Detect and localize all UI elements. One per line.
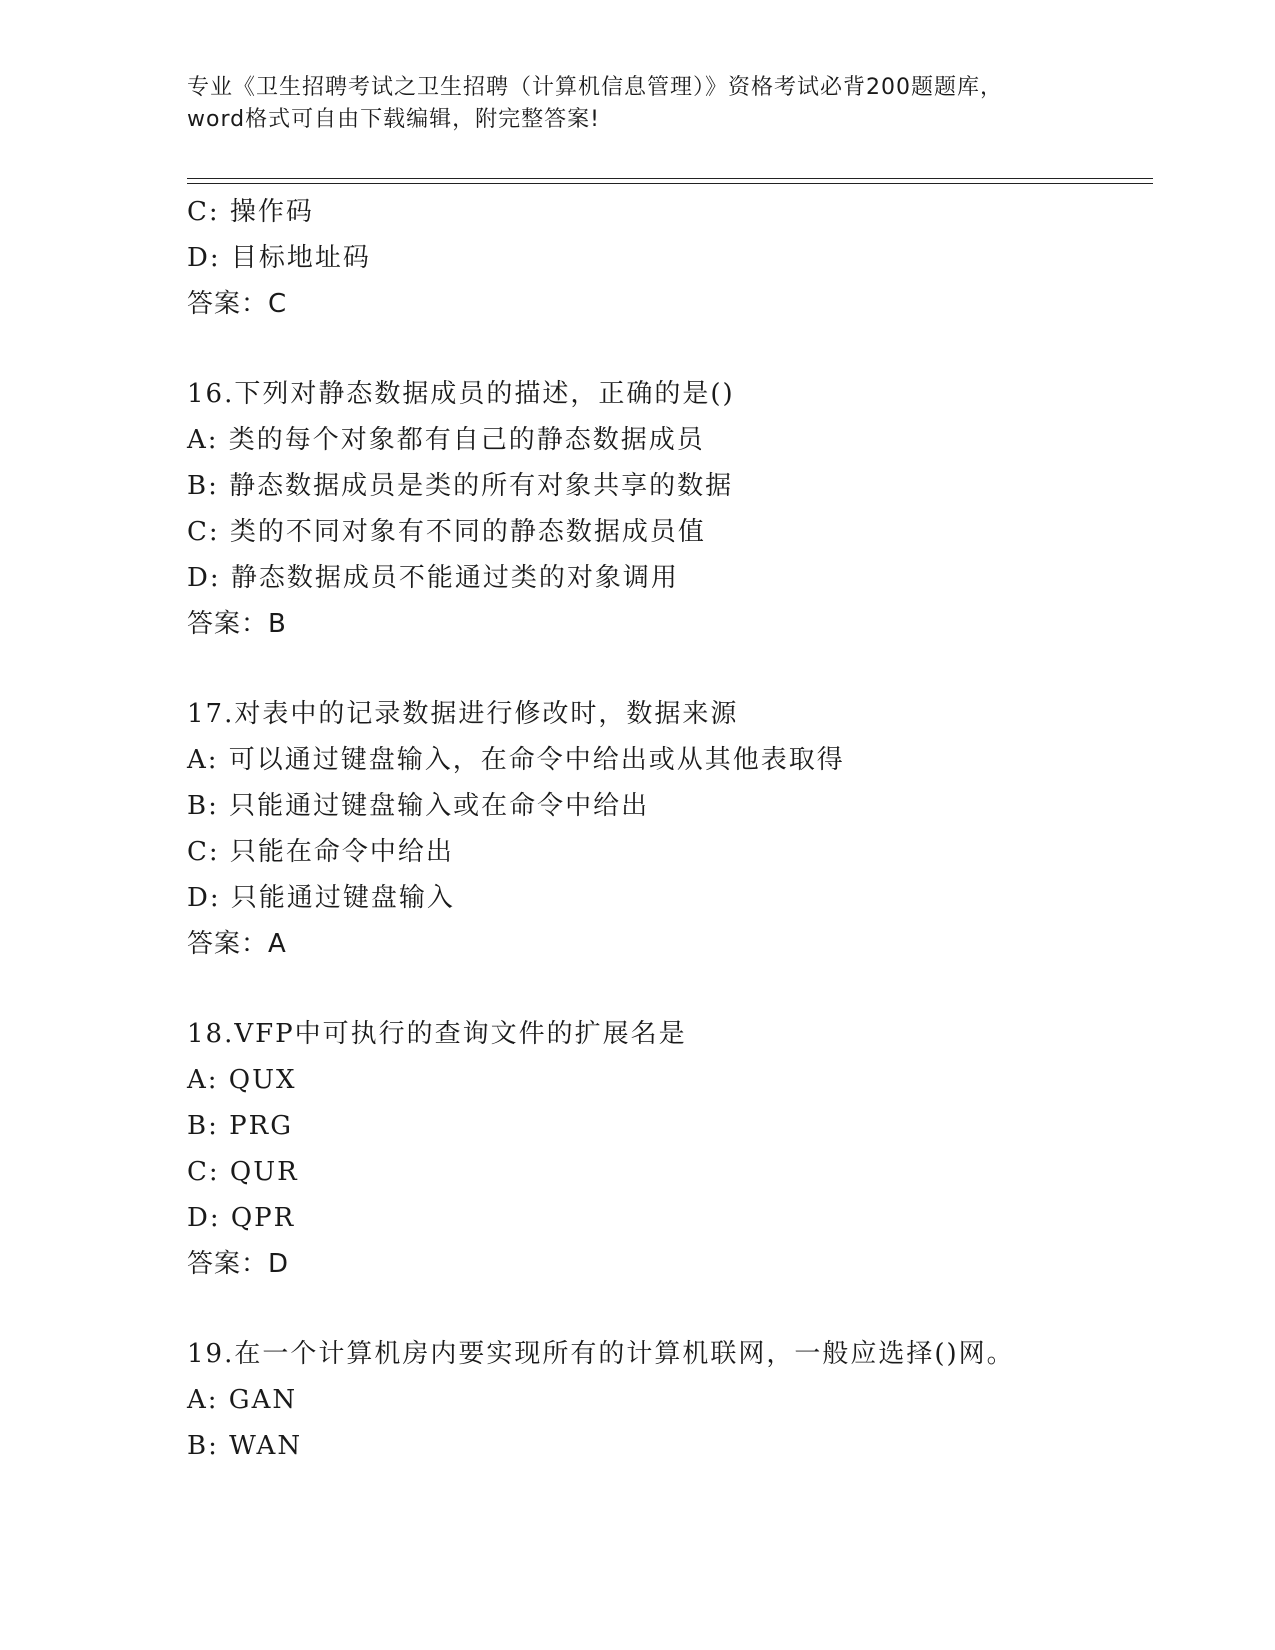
option-d: D: 目标地址码 [187, 243, 371, 273]
header-divider-bottom [187, 183, 1153, 184]
option-d: D: QPR [187, 1203, 296, 1233]
option-a: A: QUX [187, 1065, 297, 1095]
option-c: C: 只能在命令中给出 [187, 837, 454, 867]
option-d: D: 静态数据成员不能通过类的对象调用 [187, 563, 679, 593]
document-header [187, 72, 1087, 136]
question-block-16 [187, 371, 1147, 647]
option-c: C: 类的不同对象有不同的静态数据成员值 [187, 517, 706, 547]
answer-line: 答案：D [187, 1249, 290, 1279]
question-block-19 [187, 1331, 1147, 1469]
question-text: 19.在一个计算机房内要实现所有的计算机联网，一般应选择()网。 [187, 1339, 1015, 1369]
answer-line: 答案：A [187, 929, 287, 959]
option-a: A: 可以通过键盘输入，在命令中给出或从其他表取得 [187, 745, 845, 775]
question-text: 16.下列对静态数据成员的描述，正确的是() [187, 379, 735, 409]
header-title-line-2: word格式可自由下载编辑，附完整答案! [187, 107, 600, 132]
question-block-18 [187, 1011, 1147, 1287]
question-text: 17.对表中的记录数据进行修改时，数据来源 [187, 699, 739, 729]
question-gap [187, 647, 1147, 691]
answer-line: 答案：C [187, 289, 288, 319]
option-b: B: PRG [187, 1111, 293, 1141]
question-list [187, 189, 1147, 1469]
header-divider-top [187, 178, 1153, 179]
question-block-15 [187, 189, 1147, 327]
question-gap [187, 327, 1147, 371]
question-gap [187, 1287, 1147, 1331]
option-d: D: 只能通过键盘输入 [187, 883, 455, 913]
option-b: B: 只能通过键盘输入或在命令中给出 [187, 791, 650, 821]
answer-line: 答案：B [187, 609, 287, 639]
question-gap [187, 967, 1147, 1011]
option-a: A: GAN [187, 1385, 298, 1415]
option-b: B: 静态数据成员是类的所有对象共享的数据 [187, 471, 734, 501]
option-a: A: 类的每个对象都有自己的静态数据成员 [187, 425, 705, 455]
question-block-17 [187, 691, 1147, 967]
question-text: 18.VFP中可执行的查询文件的扩展名是 [187, 1019, 687, 1049]
option-b: B: WAN [187, 1431, 303, 1461]
option-c: C: QUR [187, 1157, 299, 1187]
header-title-line-1: 专业《卫生招聘考试之卫生招聘（计算机信息管理）》资格考试必背200题题库， [187, 75, 1003, 100]
option-c: C: 操作码 [187, 197, 314, 227]
